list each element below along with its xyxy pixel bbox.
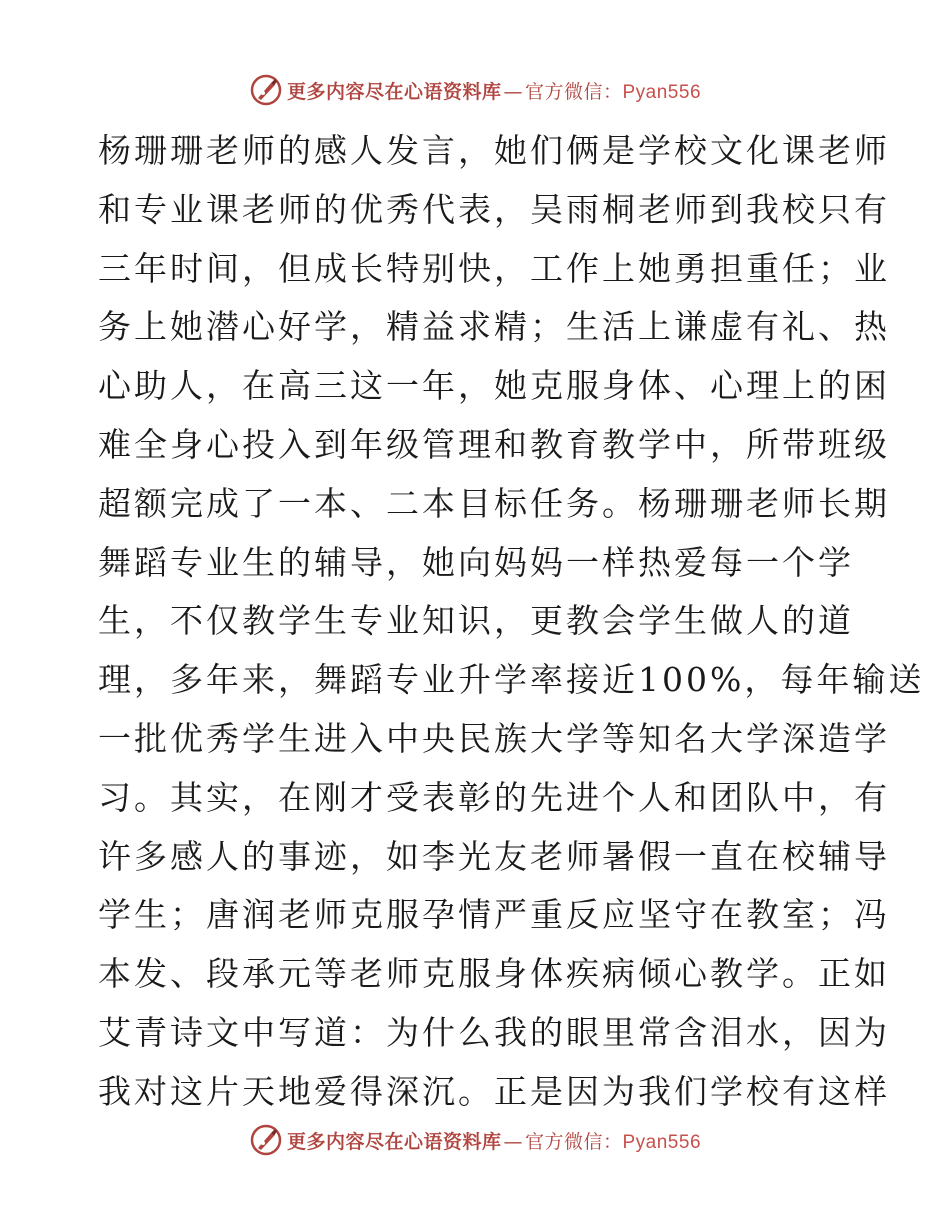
header-banner-label: 官方微信： [524, 80, 623, 103]
footer-banner-main: 更多内容尽在心语资料库 [286, 1130, 502, 1153]
body-line: 习。其实，在刚才受表彰的先进个人和团队中，有 [98, 777, 890, 817]
header-banner-separator: — [503, 80, 523, 103]
body-line: 学生；唐润老师克服孕情严重反应坚守在教室；冯 [98, 895, 890, 935]
body-line: 生，不仅教学生专业知识，更教会学生做人的道 [98, 601, 854, 641]
body-line: 心助人，在高三这一年，她克服身体、心理上的困 [98, 366, 890, 406]
header-banner-wechat-id: Pyan556 [622, 81, 702, 103]
body-line: 理，多年来，舞蹈专业升学率接近100%，每年输送 [98, 660, 925, 700]
body-line: 舞蹈专业生的辅导，她向妈妈一样热爱每一个学 [98, 542, 854, 582]
body-line: 超额完成了一本、二本目标任务。杨珊珊老师长期 [98, 483, 890, 523]
body-line: 一批优秀学生进入中央民族大学等知名大学深造学 [98, 718, 890, 758]
body-line: 许多感人的事迹，如李光友老师暑假一直在校辅导 [98, 836, 890, 876]
footer-banner-label: 官方微信： [524, 1130, 623, 1153]
header-banner-text [287, 77, 701, 104]
footer-banner-separator: — [503, 1130, 523, 1153]
pen-logo-icon [249, 1123, 283, 1157]
body-line: 杨珊珊老师的感人发言，她们俩是学校文化课老师 [98, 131, 890, 170]
body-line: 难全身心投入到年级管理和教育教学中，所带班级 [98, 424, 890, 464]
body-line: 三年时间，但成长特别快，工作上她勇担重任；业 [98, 248, 890, 288]
header-watermark-banner [0, 70, 950, 110]
body-line: 务上她潜心好学，精益求精；生活上谦虚有礼、热 [98, 307, 890, 347]
body-line: 和专业课老师的优秀代表，吴雨桐老师到我校只有 [98, 189, 890, 229]
body-line: 我对这片天地爱得深沉。正是因为我们学校有这样 [98, 1071, 890, 1111]
document-body [98, 122, 925, 1122]
footer-banner-text [287, 1127, 701, 1154]
body-line: 艾青诗文中写道：为什么我的眼里常含泪水，因为 [98, 1012, 890, 1052]
pen-logo-icon [249, 73, 283, 107]
footer-watermark-banner [0, 1120, 950, 1160]
header-banner-main: 更多内容尽在心语资料库 [286, 80, 502, 103]
footer-banner-wechat-id: Pyan556 [622, 1131, 702, 1153]
body-line: 本发、段承元等老师克服身体疾病倾心教学。正如 [98, 954, 890, 994]
